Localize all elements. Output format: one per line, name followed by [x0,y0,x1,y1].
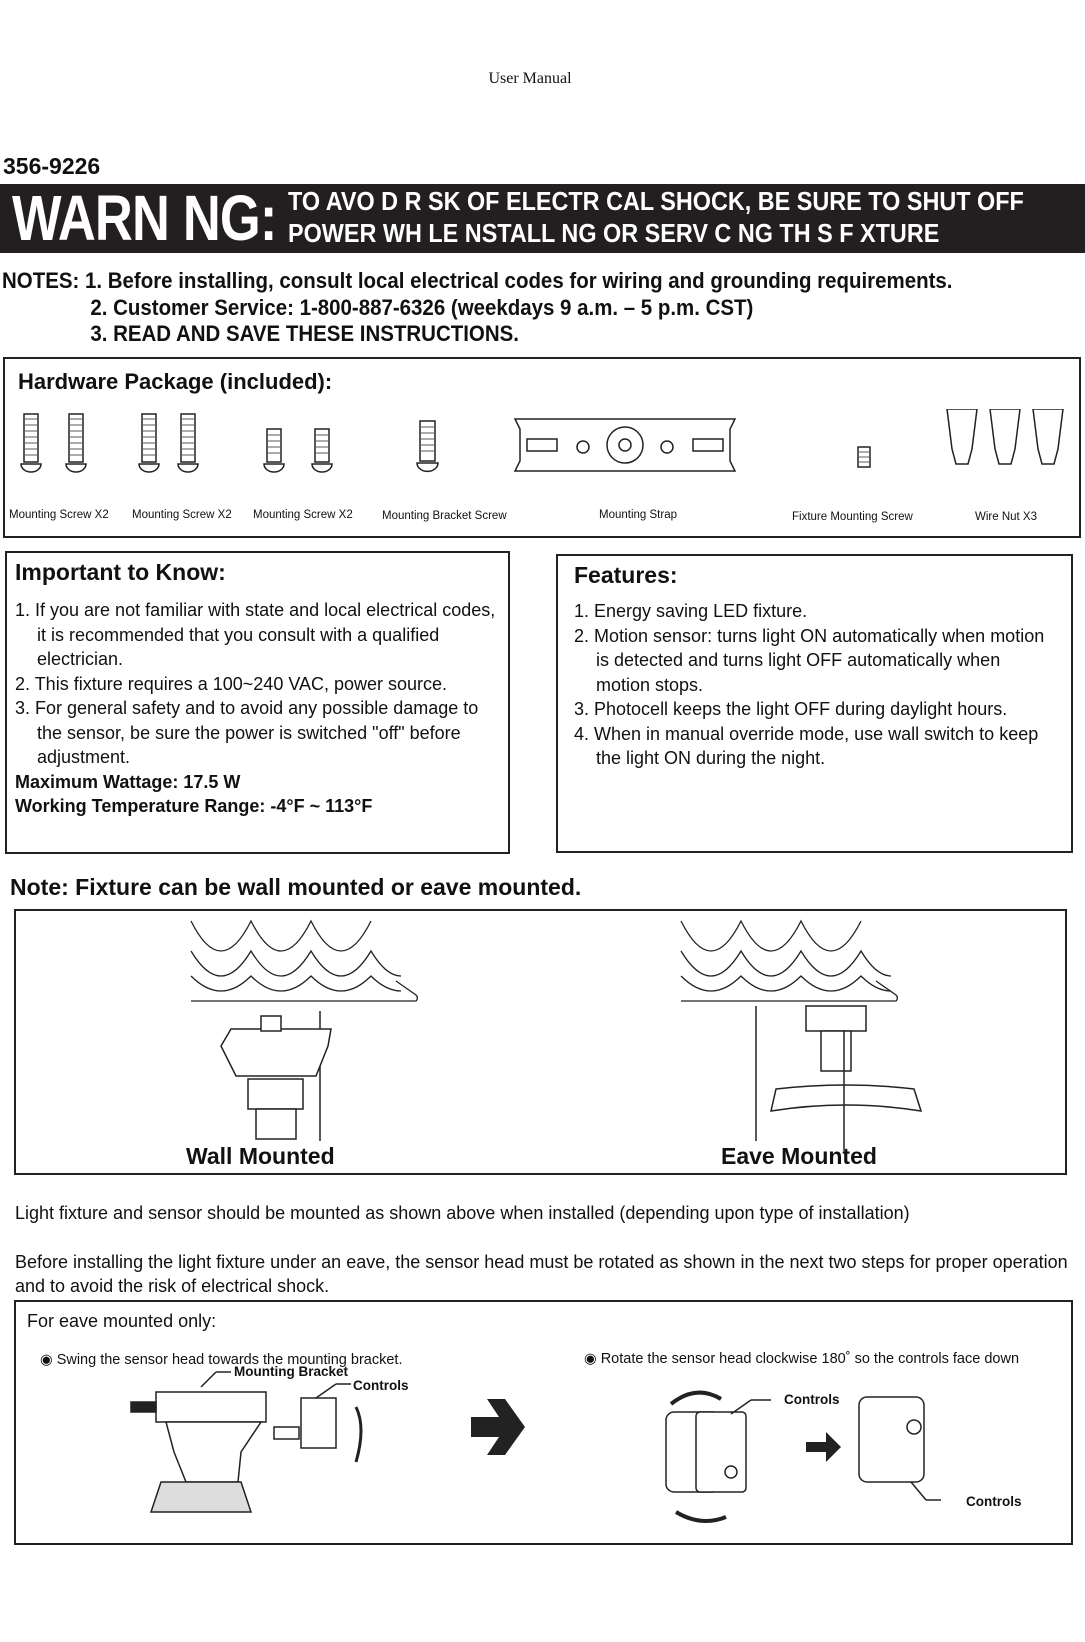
notes [2,268,952,348]
hardware-label: Mounting Strap [599,509,677,521]
mounting-paragraph: Light fixture and sensor should be mounted as shown above when installed (depending upon type of installation) [15,1203,910,1223]
eave-mounted-label: Eave Mounted [721,1143,877,1169]
temperature-range: Working Temperature Range: -4°F ~ 113°F [15,796,373,816]
hardware-label: Wire Nut X3 [975,511,1037,523]
note-item: 2. Customer Service: 1-800-887-6326 (weekdays 9 a.m. – 5 p.m. CST) [90,294,754,320]
bullet-icon: ◉ [40,1352,53,1368]
hardware-label: Mounting Screw X2 [253,509,353,521]
bullet-icon: ◉ [584,1351,597,1367]
step-1-text: Swing the sensor head towards the mounting bracket. [56,1352,403,1368]
model-number: 356-9226 [3,153,101,179]
hardware-illustrations [5,409,1079,479]
step-2-text: Rotate the sensor head clockwise 180˚ so the controls face down [600,1351,1020,1367]
arrow-right-icon [806,1432,841,1462]
roof-icon [191,921,897,1001]
wire-nut-icon [947,409,1063,464]
warning-line-1: TO AVO D R SK OF ELECTR CAL SHOCK, BE SURE TO SHUT OFF [288,186,1024,216]
feature-item: 4. When in manual override mode, use wall switch to keep the light ON during the night. [574,723,1039,768]
sensor-rotated-icon [859,1397,941,1500]
feature-item: 2. Motion sensor: turns light ON automatically when motion is detected and turns light OFF automatically when motion stops. [574,625,1045,695]
eave-steps-box [14,1300,1073,1545]
callout-mounting-bracket: Mounting Bracket [234,1364,349,1379]
callout-controls: Controls [784,1392,840,1407]
warning-line-2: POWER WH LE NSTALL NG OR SERV C NG TH S F XTURE [288,218,940,248]
feature-item: 3. Photocell keeps the light OFF during daylight hours. [574,699,1008,719]
hardware-label: Fixture Mounting Screw [792,511,913,523]
notes-prefix: NOTES: [2,268,80,293]
eave-warning-paragraph: Before installing the light fixture under an eave, the sensor head must be rotated as shown in the next two steps for proper operation and to avoid the risk of electrical shock. [15,1252,1068,1296]
note-item: 1. Before installing, consult local electrical codes for wiring and grounding requirements. [85,268,953,293]
hardware-label: Mounting Screw X2 [9,509,109,521]
max-wattage: Maximum Wattage: 17.5 W [15,771,241,792]
hardware-label: Mounting Bracket Screw [382,510,507,522]
mounting-illustrations [16,911,1066,1171]
important-title: Important to Know: [15,559,226,585]
hardware-title: Hardware Package (included): [18,369,333,394]
important-item: 3. For general safety and to avoid any possible damage to the sensor, be sure the power is switched "off" before adjustment. [15,698,479,767]
eave-steps-title: For eave mounted only: [27,1311,217,1331]
sensor-rotate-icon [666,1393,771,1521]
hardware-label: Mounting Screw X2 [132,509,232,521]
warning-label: WARN NG: [12,182,277,254]
note-item: 3. READ AND SAVE THESE INSTRUCTIONS. [90,321,519,346]
important-box [5,551,510,854]
wall-mounted-fixture-icon [221,1011,331,1141]
header-title: User Manual [488,70,572,87]
eave-step-illustrations [16,1362,1071,1542]
feature-item: 1. Energy saving LED fixture. [574,601,808,621]
arrow-right-icon [471,1399,525,1455]
callout-controls: Controls [353,1378,409,1393]
mounting-strap-icon [515,419,735,471]
eave-mounted-fixture-icon [756,1006,921,1151]
wall-mounted-label: Wall Mounted [186,1143,335,1169]
hardware-package-box [3,357,1081,538]
callout-controls: Controls [966,1494,1022,1509]
mounting-types-box [14,909,1067,1175]
features-box [556,554,1073,853]
mounting-note: Note: Fixture can be wall mounted or eave mounted. [10,874,582,900]
important-item: 1. If you are not familiar with state and local electrical codes, it is recommended that you consult with a qualified electrician. [15,600,496,669]
warning-banner [0,184,1085,253]
features-title: Features: [574,562,678,588]
important-item: 2. This fixture requires a 100~240 VAC, power source. [15,673,448,694]
sensor-bracket-icon [131,1372,361,1512]
